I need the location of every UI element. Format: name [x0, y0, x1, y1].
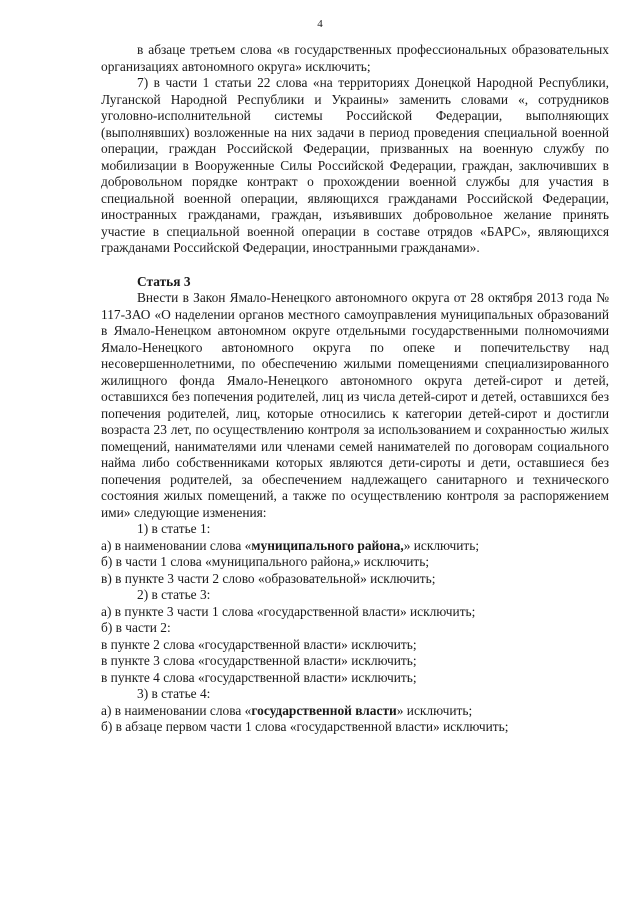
list-item: в пункте 4 слова «государственной власти» исключить;: [101, 669, 417, 685]
article-intro: Внести в Закон Ямало-Ненецкого автономного округа от 28 октября 2013 года № 117-ЗАО «О наделении органов местного самоуправления муниципальных образований в Ямало-Ненецком автономном округе отдельными государственными полномочиями Ямало-Ненецкого автономного округа по опеке и попечительству над несовершеннолетними, по обеспечению жилыми помещениями специализированного жилищного фонда Ямало-Ненецкого автономного округа детей-сирот и детей, оставшихся без попечения родителей, лиц из числа детей-сирот и детей, оставшихся без попечения родителей, лиц, которые относились к категории детей-сирот и достигли возраста 23 лет, по осуществлению контроля за использованием и сохранностью жилых помещений, нанимателями или членами семей нанимателей по договорам социального найма либо собственниками которых являются дети-сироты и дети, оставшиеся без попечения родителей, за обеспечением надлежащего санитарного и технического состояния жилых помещений, а также по осуществлению контроля за распоряжением ими» следующие изменения:: [101, 290, 609, 520]
list-item: 2) в статье 3:: [137, 587, 211, 602]
list-item: в пункте 3 слова «государственной власти» исключить;: [101, 653, 417, 668]
page-number: 4: [317, 18, 323, 30]
list-item: в) в пункте 3 части 2 слово «образовательной» исключить;: [101, 570, 436, 586]
list-item: б) в абзаце первом части 1 слова «государственной власти» исключить;: [101, 719, 509, 734]
list-item: 3) в статье 4:: [137, 686, 211, 701]
list-item-text: » исключить;: [396, 702, 473, 718]
list-item-bold-text: муниципального района,: [251, 537, 404, 553]
paragraph-item-7: 7) в части 1 статьи 22 слова «на территориях Донецкой Народной Республики, Луганской Народной Республики и Украины» заменить словами «, сотрудников уголовно-исполнительной системы Российской Федерации, выполняющих (выполнявших) возложенные на них задачи в период проведения специальной военной операции, граждан Российской Федерации, призванных на военную службу по мобилизации в Вооруженные Силы Российской Федерации, граждан, заключивших в добровольном порядке контракт о прохождении военной службы для участия в специальной военной операции, являющихся гражданами Российской Федерации, иностранных гражданами, граждан, изъявивших добровольное желание принять участие в специальной военной операции в составе отрядов «БАРС», являющихся гражданами Российской Федерации, иностранными гражданами».: [101, 75, 609, 255]
list-item: б) в части 1 слова «муниципального района,» исключить;: [101, 554, 430, 569]
article-heading: Статья 3: [137, 273, 191, 289]
list-item: [101, 703, 609, 720]
list-item-text: » исключить;: [403, 537, 480, 553]
amendments-list: [101, 521, 609, 736]
list-item-text: а) в наименовании слова «: [101, 537, 252, 553]
list-item-bold-text: государственной власти: [251, 702, 397, 718]
list-item: [101, 538, 609, 555]
document-body: [101, 42, 609, 736]
list-item: 1) в статье 1:: [137, 521, 211, 536]
list-item-text: а) в наименовании слова «: [101, 702, 252, 718]
paragraph-abzac-third: в абзаце третьем слова «в государственных профессиональных образовательных организациях автономного округа» исключить;: [101, 42, 609, 74]
list-item: в пункте 2 слова «государственной власти» исключить;: [101, 636, 417, 652]
list-item: б) в части 2:: [101, 620, 171, 635]
list-item: а) в пункте 3 части 1 слова «государственной власти» исключить;: [101, 603, 476, 619]
